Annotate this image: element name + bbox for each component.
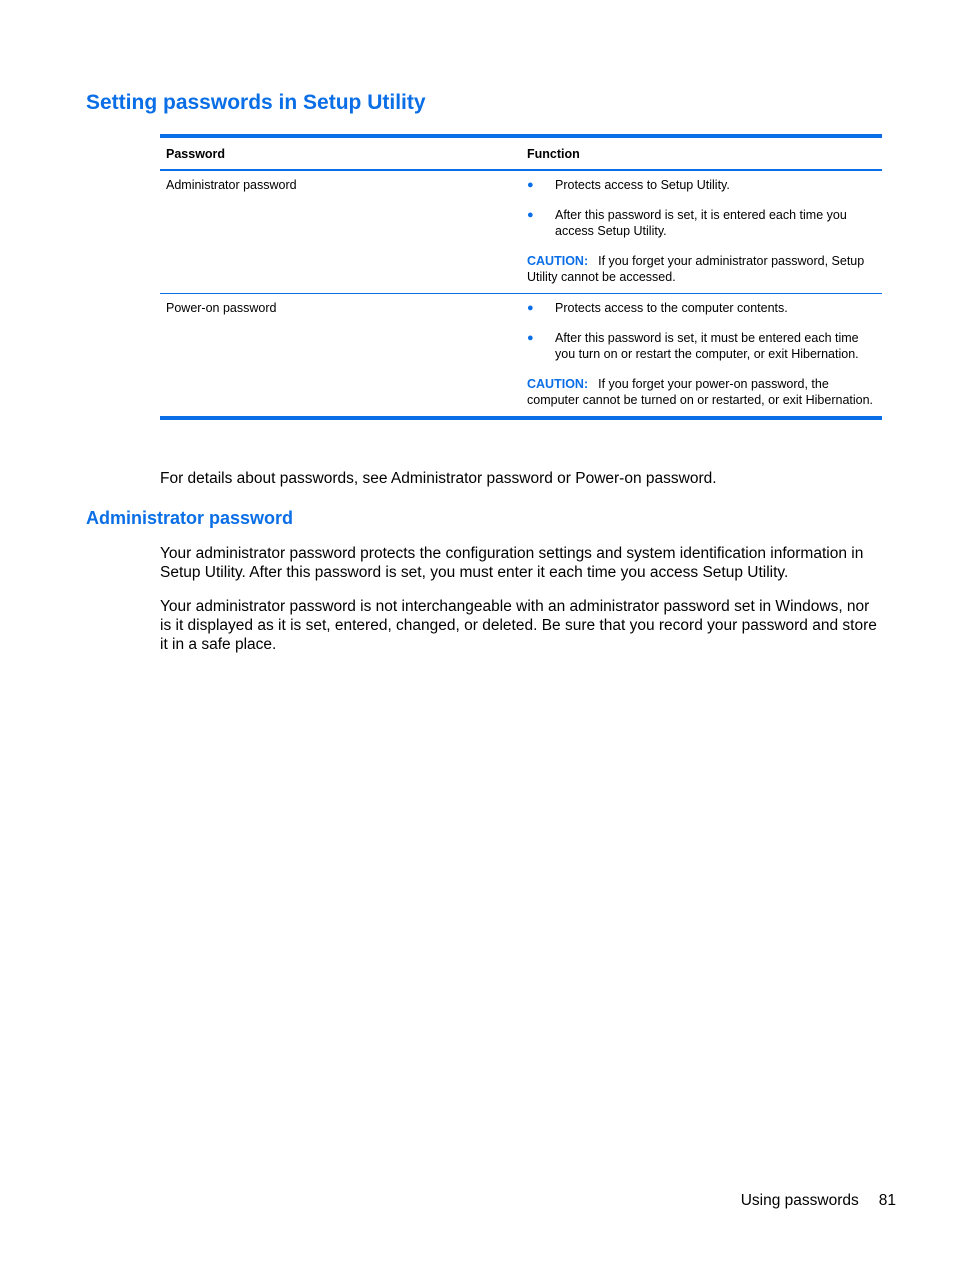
table-row	[160, 294, 882, 419]
list-item	[527, 207, 876, 239]
function-cell	[521, 170, 882, 294]
caution-text: If you forget your administrator password, Setup Utility cannot be accessed.	[527, 254, 865, 284]
table-row	[160, 170, 882, 294]
password-cell: Administrator password	[166, 178, 297, 192]
bullet-icon: ●	[527, 209, 534, 221]
details-paragraph: For details about passwords, see Administrator password or Power-on password.	[160, 470, 717, 487]
caution-note	[527, 253, 876, 285]
list-item	[527, 300, 876, 316]
list-item	[527, 330, 876, 362]
list-item-text: Protects access to Setup Utility.	[555, 178, 730, 192]
caution-label: CAUTION:	[527, 377, 589, 391]
list-item-text: Protects access to the computer contents.	[555, 301, 788, 315]
column-header-password: Password	[166, 147, 226, 161]
footer-label: Using passwords	[740, 1192, 859, 1209]
bullet-list	[527, 300, 876, 362]
bullet-icon: ●	[527, 302, 534, 314]
column-header-function: Function	[527, 147, 580, 161]
section-paragraph: Your administrator password protects the configuration settings and system identification information in Setup Utility. After this password is set, you must enter it each time you access Setup Utility.	[160, 545, 864, 581]
function-cell	[521, 294, 882, 419]
bullet-icon: ●	[527, 179, 534, 191]
bullet-icon: ●	[527, 332, 534, 344]
page-title: Setting passwords in Setup Utility	[86, 91, 426, 114]
caution-label: CAUTION:	[527, 254, 589, 268]
password-table	[160, 134, 882, 420]
list-item-text: After this password is set, it must be entered each time you turn on or restart the computer, or exit Hibernation.	[555, 331, 859, 361]
table-header-row	[160, 136, 882, 170]
password-cell: Power-on password	[166, 301, 277, 315]
caution-note	[527, 376, 876, 408]
page-number: 81	[878, 1192, 896, 1209]
list-item-text: After this password is set, it is entered each time you access Setup Utility.	[555, 208, 847, 238]
section-title: Administrator password	[86, 508, 294, 528]
page-footer	[741, 1192, 896, 1210]
caution-text: If you forget your power-on password, the computer cannot be turned on or restarted, or exit Hibernation.	[527, 377, 874, 407]
bullet-list	[527, 177, 876, 239]
list-item	[527, 177, 876, 193]
section-paragraph: Your administrator password is not interchangeable with an administrator password set in Windows, nor is it displayed as it is set, entered, changed, or deleted. Be sure that you record your password and store it in a safe place.	[160, 598, 877, 653]
